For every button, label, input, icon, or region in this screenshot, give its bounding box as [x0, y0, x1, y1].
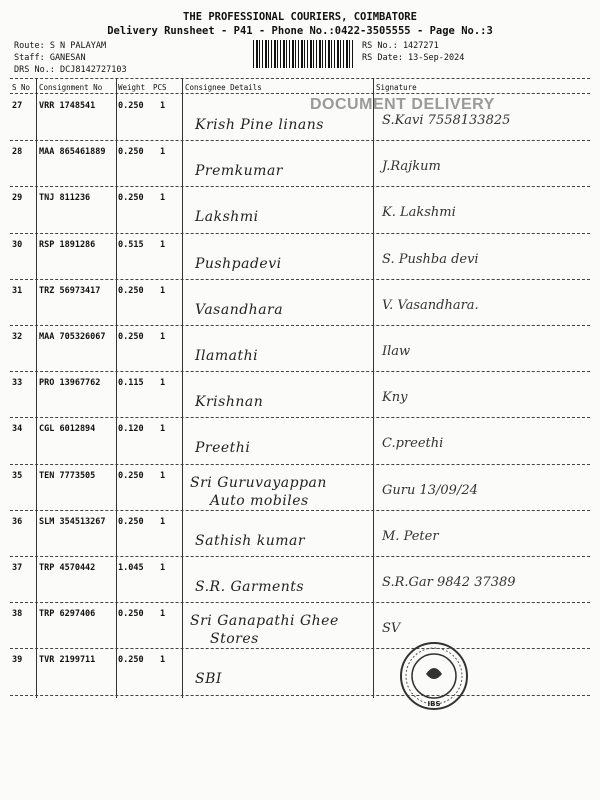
row-consignee: Vasandhara [195, 301, 284, 318]
row-weight: 0.250 [118, 332, 144, 342]
row-sno: 38 [12, 609, 23, 620]
row-weight: 0.250 [118, 609, 144, 620]
col-header-signature: Signature [376, 83, 417, 92]
barcode [253, 40, 353, 68]
row-consignee-line2: Auto mobiles [210, 492, 309, 509]
row-consignee: Pushpadevi [195, 255, 282, 272]
row-signature: C.preethi [382, 436, 444, 452]
row-pcs: 1 [160, 147, 166, 158]
row-signature: Guru 13/09/24 [382, 482, 478, 498]
row-pcs: 1 [160, 470, 166, 481]
row-consignee: Sathish kumar [195, 532, 306, 549]
col-header-consignee: Consignee Details [185, 83, 262, 92]
col-divider [36, 78, 37, 698]
row-sno: 39 [12, 655, 23, 666]
row-weight: 0.515 [118, 239, 144, 250]
table-top-rule [10, 78, 590, 79]
document-delivery-stamp: DOCUMENT DELIVERY [310, 96, 495, 113]
row-consignee: S.R. Garments [195, 579, 305, 595]
row-consignment-no: RSP 1891286 [39, 239, 96, 250]
row-divider [10, 233, 590, 234]
row-signature: S.R.Gar 9842 37389 [382, 575, 516, 590]
row-consignee: Krish Pine linans [195, 117, 324, 133]
row-sno: 27 [12, 101, 23, 111]
row-weight: 0.250 [118, 285, 144, 296]
row-consignment-no: TRP 4570442 [39, 563, 96, 573]
row-pcs: 1 [160, 516, 166, 527]
row-divider [10, 371, 590, 372]
row-consignee: Preethi [195, 440, 251, 457]
row-divider [10, 556, 590, 557]
row-pcs: 1 [160, 101, 166, 111]
row-sno: 31 [12, 285, 23, 296]
col-header-sno: S No [12, 83, 31, 92]
row-weight: 0.250 [118, 193, 144, 204]
row-weight: 1.045 [118, 563, 144, 573]
row-consignee: Sri Ganapathi Ghee [190, 613, 339, 630]
staff-label: Staff: GANESAN [14, 53, 86, 63]
col-divider [116, 78, 117, 698]
rs-date: RS Date: 13-Sep-2024 [362, 53, 465, 63]
row-consignment-no: TRP 6297406 [39, 609, 96, 620]
row-consignment-no: TVR 2199711 [39, 655, 96, 666]
row-sno: 32 [12, 332, 23, 342]
row-sno: 36 [12, 516, 23, 527]
row-signature: S. Pushba devi [382, 251, 479, 267]
row-consignment-no: TNJ 811236 [39, 193, 91, 204]
col-divider [182, 78, 183, 698]
row-consignment-no: SLM 354513267 [39, 516, 106, 527]
col-header-consignment: Consignment No [39, 83, 103, 92]
row-weight: 0.115 [118, 378, 144, 389]
row-divider [10, 140, 590, 141]
row-sno: 37 [12, 563, 23, 573]
row-consignee: Ilamathi [195, 348, 259, 364]
row-divider [10, 417, 590, 418]
row-pcs: 1 [160, 239, 166, 250]
row-consignee: Lakshmi [195, 209, 259, 226]
row-consignment-no: MAA 705326067 [39, 332, 106, 342]
col-header-pcs: PCS [153, 83, 167, 92]
route-label: Route: S N PALAYAM [14, 41, 107, 51]
row-weight: 0.250 [118, 655, 144, 666]
row-pcs: 1 [160, 193, 166, 204]
row-pcs: 1 [160, 285, 166, 296]
row-weight: 0.250 [118, 516, 144, 527]
row-consignee: SBI [195, 671, 222, 688]
row-pcs: 1 [160, 609, 166, 620]
row-consignment-no: TEN 7773505 [39, 470, 96, 481]
row-sno: 35 [12, 470, 23, 481]
row-pcs: 1 [160, 563, 166, 573]
col-header-weight: Weight [118, 83, 146, 92]
row-pcs: 1 [160, 424, 166, 435]
row-signature: V. Vasandhara. [382, 297, 479, 313]
row-weight: 0.250 [118, 101, 144, 111]
row-sno: 30 [12, 239, 23, 250]
row-consignment-no: CGL 6012894 [39, 424, 96, 435]
row-consignment-no: MAA 865461889 [39, 147, 106, 158]
row-weight: 0.120 [118, 424, 144, 435]
rs-number: RS No.: 1427271 [362, 41, 439, 51]
runsheet-subtitle: Delivery Runsheet - P41 - Phone No.:0422-3505555 - Page No.:3 [107, 25, 493, 37]
row-divider [10, 602, 590, 603]
row-consignee: Sri Guruvayappan [190, 474, 327, 491]
row-consignee: Krishnan [195, 394, 264, 411]
row-pcs: 1 [160, 655, 166, 666]
row-signature: Ilaw [382, 344, 411, 359]
row-consignee-line2: Stores [210, 631, 259, 648]
row-pcs: 1 [160, 332, 166, 342]
row-consignment-no: TRZ 56973417 [39, 285, 101, 296]
row-divider [10, 648, 590, 649]
drs-number: DRS No.: DCJ8142727103 [14, 65, 127, 75]
header-bottom-rule [10, 93, 590, 94]
row-divider [10, 695, 590, 696]
row-weight: 0.250 [118, 470, 144, 481]
row-sno: 34 [12, 424, 23, 435]
row-sno: 28 [12, 147, 23, 158]
row-sno: 33 [12, 378, 23, 389]
row-signature: SV [382, 621, 401, 637]
row-weight: 0.250 [118, 147, 144, 158]
row-signature: M. Peter [382, 528, 439, 544]
seal-text: IBS [427, 700, 441, 708]
row-consignment-no: PRO 13967762 [39, 378, 101, 389]
row-divider [10, 464, 590, 465]
row-signature: J.Rajkum [382, 159, 441, 175]
row-consignee: Premkumar [195, 163, 283, 180]
company-title: THE PROFESSIONAL COURIERS, COIMBATORE [183, 11, 417, 23]
row-pcs: 1 [160, 378, 166, 389]
row-sno: 29 [12, 193, 23, 204]
row-signature: S.Kavi 7558133825 [382, 113, 511, 128]
row-divider [10, 510, 590, 511]
delivery-seal-stamp [398, 640, 470, 712]
row-signature: K. Lakshmi [382, 205, 456, 221]
col-divider [373, 78, 374, 698]
row-divider [10, 325, 590, 326]
row-divider [10, 186, 590, 187]
row-signature: Kny [382, 390, 408, 406]
row-divider [10, 279, 590, 280]
row-consignment-no: VRR 1748541 [39, 101, 96, 111]
